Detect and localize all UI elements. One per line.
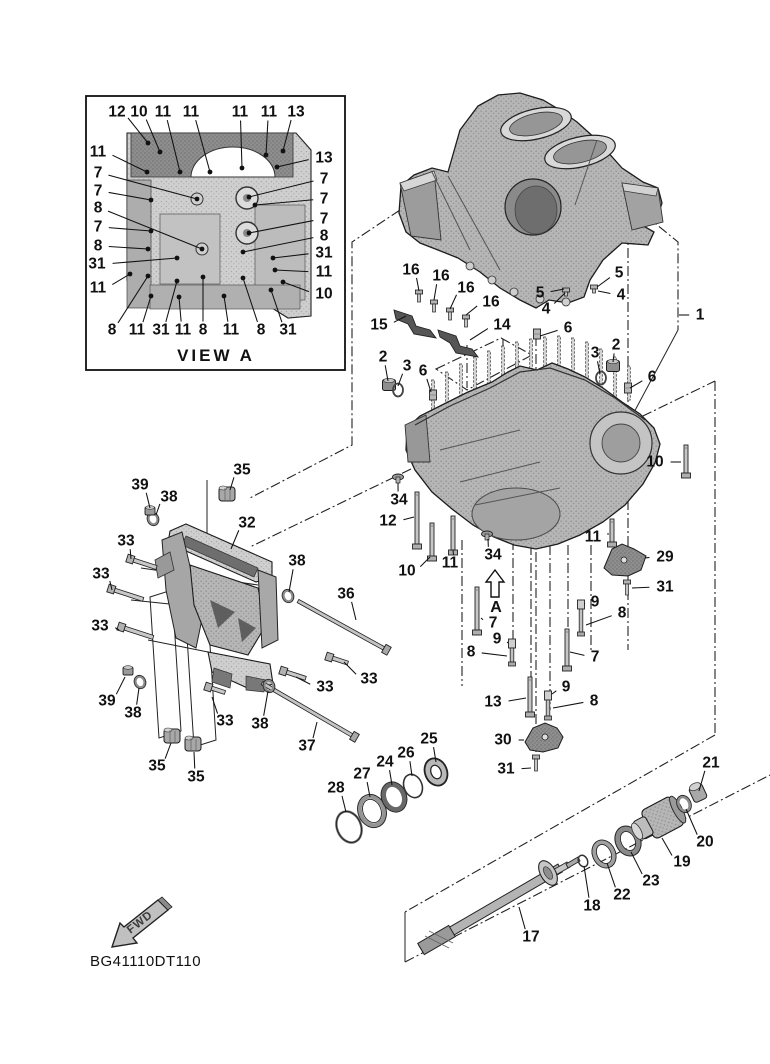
- bolt-point-dot: [241, 250, 246, 255]
- callout-15: 15: [370, 316, 388, 334]
- bolt-point-dot: [240, 166, 245, 171]
- callout-31: 31: [88, 255, 106, 273]
- callout-11: 11: [89, 143, 107, 161]
- callout-26: 26: [397, 744, 415, 762]
- bolt-point-dot: [128, 272, 133, 277]
- leader-line: [631, 852, 642, 874]
- leader-line: [540, 330, 558, 336]
- callout-6: 6: [647, 368, 657, 386]
- leader-line: [420, 557, 430, 567]
- bracket-30: [525, 723, 563, 752]
- leader-line: [482, 653, 507, 656]
- callout-22: 22: [613, 886, 631, 904]
- bolt-point-dot: [208, 170, 213, 175]
- callout-8: 8: [198, 321, 208, 339]
- bolt-point-dot: [281, 149, 286, 154]
- leader-line: [598, 291, 610, 294]
- callout-8: 8: [256, 321, 266, 339]
- retainer-plate-14: [438, 330, 478, 357]
- leader-line: [344, 662, 356, 674]
- callout-3: 3: [590, 344, 600, 362]
- callout-8: 8: [617, 604, 627, 622]
- callout-35: 35: [148, 757, 166, 775]
- callout-11: 11: [231, 103, 249, 121]
- callout-8: 8: [589, 692, 599, 710]
- callout-31: 31: [497, 760, 515, 778]
- callout-10: 10: [130, 103, 148, 121]
- leader-line: [212, 697, 218, 714]
- callout-35: 35: [187, 768, 205, 786]
- callout-38: 38: [251, 715, 269, 733]
- callout-11: 11: [584, 528, 602, 546]
- leader-line: [466, 306, 477, 315]
- callout-11: 11: [222, 321, 240, 339]
- callout-8: 8: [466, 643, 476, 661]
- bolt-point-dot: [273, 268, 278, 273]
- callout-11: 11: [128, 321, 146, 339]
- callout-34: 34: [484, 546, 502, 564]
- leader-line: [450, 295, 457, 309]
- bolt-point-dot: [247, 195, 252, 200]
- callout-18: 18: [583, 897, 601, 915]
- bolt-point-dot: [158, 150, 163, 155]
- callout-31: 31: [152, 321, 170, 339]
- view-a-inset: [86, 96, 345, 370]
- callout-13: 13: [315, 149, 333, 167]
- bolt-point-dot: [264, 153, 269, 158]
- callout-11: 11: [441, 554, 459, 572]
- leader-line: [165, 743, 171, 759]
- bolt-point-dot: [275, 165, 280, 170]
- bolt-point-dot: [146, 274, 151, 279]
- leader-line: [597, 278, 610, 287]
- lower-crankcase-drawing: [402, 336, 660, 549]
- callout-27: 27: [353, 765, 371, 783]
- callout-30: 30: [494, 731, 512, 749]
- callout-2: 2: [378, 348, 388, 366]
- callout-38: 38: [124, 704, 142, 722]
- leader-line: [586, 616, 612, 625]
- bolt-point-dot: [241, 276, 246, 281]
- callout-34: 34: [390, 491, 408, 509]
- callout-11: 11: [182, 103, 200, 121]
- nut-21: [687, 781, 708, 804]
- callout-33: 33: [91, 617, 109, 635]
- leader-line: [508, 698, 526, 701]
- callout-33: 33: [360, 670, 378, 688]
- callout-25: 25: [420, 730, 438, 748]
- bolt-point-dot: [175, 279, 180, 284]
- leader-line: [403, 517, 414, 520]
- callout-37: 37: [298, 737, 316, 755]
- callout-11: 11: [154, 103, 172, 121]
- leader-line: [662, 838, 672, 855]
- diagram-part-code: BG41110DT110: [90, 953, 202, 970]
- callout-1: 1: [695, 306, 705, 324]
- leader-line: [507, 642, 508, 643]
- callout-33: 33: [216, 712, 234, 730]
- leader-line: [632, 587, 649, 588]
- bolt-point-dot: [253, 203, 258, 208]
- leader-line: [553, 702, 583, 708]
- callout-31: 31: [656, 578, 674, 596]
- callout-28: 28: [327, 779, 345, 797]
- callout-11: 11: [260, 103, 278, 121]
- bolt-point-dot: [149, 198, 154, 203]
- callout-10: 10: [646, 453, 664, 471]
- callout-14: 14: [493, 316, 511, 334]
- leader-line: [264, 691, 268, 716]
- bolt-point-dot: [195, 197, 200, 202]
- bolt-point-dot: [149, 294, 154, 299]
- bolt-point-dot: [281, 280, 286, 285]
- leader-line: [570, 652, 584, 655]
- callout-21: 21: [702, 754, 720, 772]
- bolt-point-dot: [177, 295, 182, 300]
- callout-38: 38: [160, 488, 178, 506]
- retainer-plate-15: [394, 310, 436, 338]
- bolt-point-dot: [175, 256, 180, 261]
- leader-line: [552, 691, 556, 694]
- callout-8: 8: [319, 227, 329, 245]
- callout-10: 10: [398, 562, 416, 580]
- leader-line: [194, 752, 195, 769]
- callout-24: 24: [376, 753, 394, 771]
- callout-33: 33: [117, 532, 135, 550]
- bolt-point-dot: [200, 247, 205, 252]
- callout-11: 11: [89, 279, 107, 297]
- bolt-point-dot: [247, 231, 252, 236]
- fwd-label: FWD: [124, 908, 156, 937]
- callout-13: 13: [484, 693, 502, 711]
- up-arrow-icon: [486, 570, 504, 597]
- callout-7: 7: [488, 614, 498, 632]
- leader-line: [137, 688, 139, 705]
- callout-9: 9: [590, 593, 600, 611]
- bolt-point-dot: [149, 229, 154, 234]
- callout-13: 13: [287, 103, 305, 121]
- callout-31: 31: [315, 244, 333, 262]
- callout-7: 7: [93, 164, 103, 182]
- callout-31: 31: [279, 321, 297, 339]
- callout-6: 6: [418, 362, 428, 380]
- bolt-point-dot: [201, 275, 206, 280]
- callout-19: 19: [673, 853, 691, 871]
- bolt-point-dot: [146, 247, 151, 252]
- leader-line: [352, 602, 356, 620]
- bracket-29: [604, 544, 646, 576]
- callout-39: 39: [98, 692, 116, 710]
- callout-33: 33: [92, 565, 110, 583]
- leader-line: [481, 618, 483, 620]
- bolt-point-dot: [271, 256, 276, 261]
- callout-5: 5: [535, 284, 545, 302]
- view-a-crankcase-top-drawing: [127, 133, 311, 318]
- section-marker: [486, 570, 504, 616]
- leader-line: [427, 379, 431, 392]
- callout-4: 4: [616, 286, 626, 304]
- bolt-point-dot: [222, 294, 227, 299]
- callout-7: 7: [93, 218, 103, 236]
- fwd-arrow: [112, 897, 172, 947]
- leader-line: [434, 284, 437, 300]
- callout-6: 6: [563, 319, 573, 337]
- leader-line: [417, 278, 419, 291]
- callout-11: 11: [174, 321, 192, 339]
- callout-29: 29: [656, 548, 674, 566]
- engine-bracket-drawing: [155, 524, 278, 692]
- callout-9: 9: [492, 630, 502, 648]
- callout-7: 7: [319, 190, 329, 208]
- callout-8: 8: [93, 237, 103, 255]
- callout-35: 35: [233, 461, 251, 479]
- callout-2: 2: [611, 336, 621, 354]
- callout-23: 23: [642, 872, 660, 890]
- callout-16: 16: [402, 261, 420, 279]
- leader-line: [342, 796, 346, 812]
- callout-17: 17: [522, 928, 540, 946]
- callout-10: 10: [315, 285, 333, 303]
- callout-39: 39: [131, 476, 149, 494]
- callout-12: 12: [379, 512, 397, 530]
- bolt-point-dot: [145, 170, 150, 175]
- callout-3: 3: [402, 357, 412, 375]
- callout-16: 16: [482, 293, 500, 311]
- callout-11: 11: [315, 263, 333, 281]
- callout-16: 16: [432, 267, 450, 285]
- section-marker-label: A: [490, 599, 502, 616]
- view-a-label: VIEW A: [177, 346, 255, 365]
- callout-7: 7: [590, 648, 600, 666]
- callout-16: 16: [457, 279, 475, 297]
- leader-line: [522, 768, 531, 769]
- callout-9: 9: [561, 678, 571, 696]
- callout-38: 38: [288, 552, 306, 570]
- leader-line: [519, 907, 525, 929]
- leader-line: [645, 557, 649, 558]
- bolt-point-dot: [178, 170, 183, 175]
- bolt-point-dot: [269, 288, 274, 293]
- callout-33: 33: [316, 678, 334, 696]
- callout-36: 36: [337, 585, 355, 603]
- callout-4: 4: [541, 300, 551, 318]
- callout-7: 7: [319, 170, 329, 188]
- callout-8: 8: [93, 199, 103, 217]
- leader-line: [470, 329, 488, 340]
- leader-line: [313, 722, 317, 738]
- leader-line: [584, 866, 589, 898]
- callout-12: 12: [108, 103, 126, 121]
- callout-7: 7: [319, 210, 329, 228]
- leader-line: [156, 504, 160, 515]
- leader-line: [289, 569, 293, 592]
- callout-7: 7: [93, 182, 103, 200]
- leader-line: [116, 677, 125, 694]
- callout-32: 32: [238, 514, 256, 532]
- drive-shaft-drawing: [418, 781, 708, 955]
- bolt-point-dot: [146, 141, 151, 146]
- callout-5: 5: [614, 264, 624, 282]
- callout-20: 20: [696, 833, 714, 851]
- callout-8: 8: [107, 321, 117, 339]
